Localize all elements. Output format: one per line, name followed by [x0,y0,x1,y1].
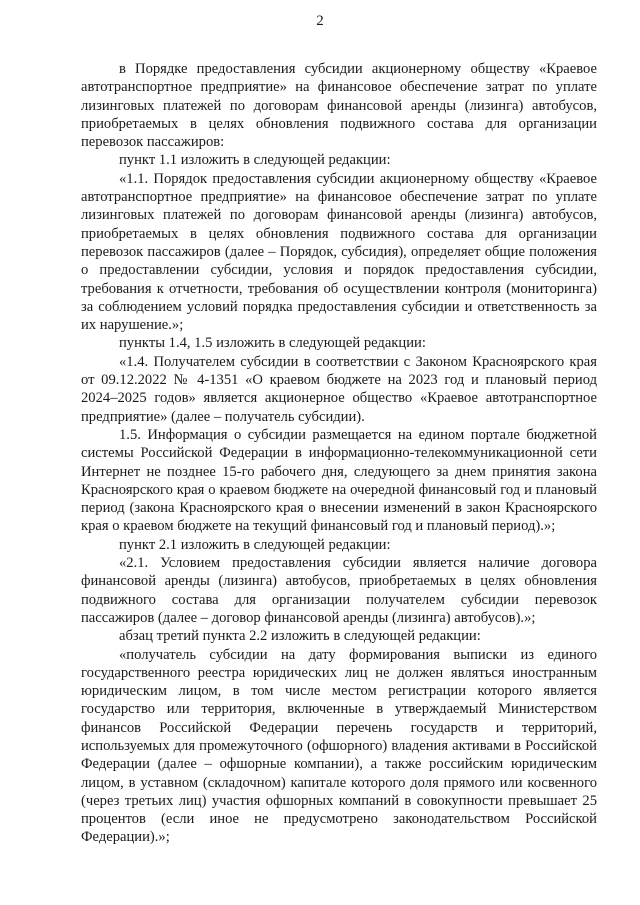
paragraph: пункт 1.1 изложить в следующей редакции: [119,152,391,169]
paragraph: пункты 1.4, 1.5 изложить в следующей редакции: [119,335,426,352]
paragraph: 1.5. Информация о субсидии размещается на едином портале бюджетной системы Российской Федерации в информационно-телекоммуникационной сети Интернет не позднее 15-го рабочего дня, следующего за днем принятия закона Красноярского края о краевом бюджете на очередной финансовый год и плановый период (закона Красноярского края о внесении изменений в закон Красноярского края о краевом бюджете на текущий финансовый год и плановый период).»; [81,426,597,535]
paragraph: «1.4. Получателем субсидии в соответствии с Законом Красноярского края от 09.12.2022 № 4-1351 «О краевом бюджете на 2023 год и плановый период 2024–2025 годов» является акционерное общество «Краевое автотранспортное предприятие» (далее – получатель субсидии). [81,353,597,425]
paragraph: «2.1. Условием предоставления субсидии является наличие договора финансовой аренды (лизинга) автобусов, приобретаемых в целях обновления подвижного состава для организации получателем субсидии перевозок пассажиров (далее – договор финансовой аренды (лизинга) автобусов).»; [81,555,597,626]
document-body [81,60,597,847]
paragraph: «получатель субсидии на дату формирования выписки из единого государственного реестра юридических лиц не должен являться иностранным юридическим лицом, в том числе местом регистрации которого является государство или территория, включенные в утверждаемый Министерством финансов Российской Федерации перечень государств и территорий, используемых для промежуточного (офшорного) владения активами в Российской Федерации (далее – офшорные компании), а также российским юридическим лицом, в уставном (складочном) капитале которого доля прямого или косвенного (через третьих лиц) участия офшорных компаний в совокупности превышает 25 процентов (если иное не предусмотрено законодательством Российской Федерации).»; [81,646,597,846]
paragraph: в Порядке предоставления субсидии акционерному обществу «Краевое автотранспортное предприятие» на финансовое обеспечение затрат по уплате лизинговых платежей по договорам финансовой аренды (лизинга) автобусов, приобретаемых в целях обновления подвижного состава для организации перевозок пассажиров: [81,61,597,151]
page-number: 2 [316,13,324,29]
paragraph: абзац третий пункта 2.2 изложить в следующей редакции: [119,628,481,645]
paragraph: «1.1. Порядок предоставления субсидии акционерному обществу «Краевое автотранспортное предприятие» на финансовое обеспечение затрат по уплате лизинговых платежей по договорам финансовой аренды (лизинга) автобусов, приобретаемых в целях обновления подвижного состава для организации перевозок пассажиров (далее – Порядок, субсидия), определяет общие положения о предоставлении субсидии, условия и порядок предоставления субсидии, требования к отчетности, требования об осуществлении контроля (мониторинга) за соблюдением условий порядка предоставления субсидии и ответственность за их нарушение.»; [81,170,597,334]
paragraph: пункт 2.1 изложить в следующей редакции: [119,536,391,553]
